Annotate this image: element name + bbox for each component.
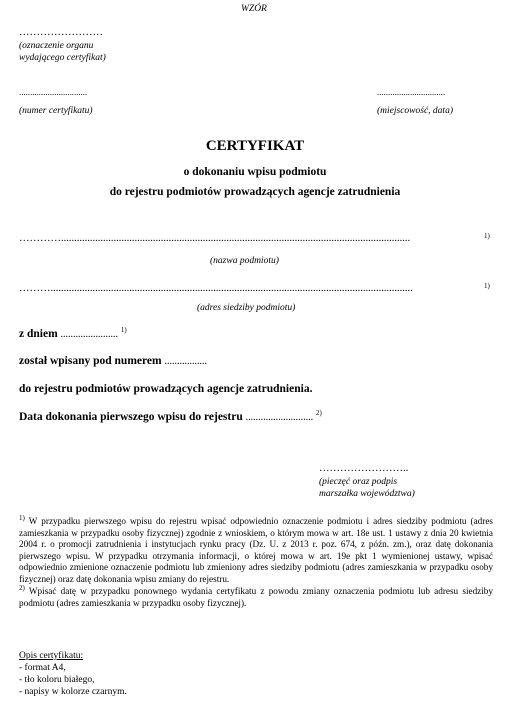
footnote-1-marker: 1) (19, 513, 25, 522)
place-date-label: (miejscowość, data) (377, 106, 453, 116)
address-label: (adres siedziby podmiotu) (197, 303, 296, 313)
date-footnote-ref: 1) (120, 326, 127, 335)
title-subline-1: o dokonaniu wpisu podmiotu (183, 166, 327, 178)
name-fill-line: …………..................................................................................................................................... (19, 233, 411, 244)
signature-dots: …………………….. (319, 463, 409, 474)
address-fill-line: ……….......................................................................................................................................... (19, 283, 413, 294)
cert-number-label: (numer certyfikatu) (19, 106, 93, 116)
template-marker: WZÓR (241, 4, 267, 14)
date-line (19, 328, 127, 340)
footnote-2 (19, 583, 493, 609)
description-heading: Opis certyfikatu: (19, 651, 84, 661)
first-entry-dots: ........................... (245, 412, 314, 423)
signature-label-line1: (pieczęć oraz podpis (319, 477, 398, 487)
organ-label-line2: wydającego certyfikat) (19, 53, 106, 63)
footnote-2-marker: 2) (19, 583, 25, 592)
date-dots: ....................... (60, 329, 119, 340)
document-title: CERTYFIKAT (205, 138, 305, 154)
first-entry-prefix: Data dokonania pierwszego wpisu do rejestru (19, 411, 243, 423)
title-subline-2: do rejestru podmiotów prowadzących agencje zatrudnienia (109, 186, 401, 198)
place-date-dots: ............................... (377, 87, 446, 97)
description-item: - napisy w kolorze czarnym. (19, 687, 127, 697)
description-item: - format A4, (19, 663, 66, 673)
organ-dots: …………………… (19, 27, 103, 38)
name-footnote-ref: 1) (484, 232, 490, 240)
registered-dots: ................. (164, 356, 207, 367)
description-item: - tło koloru białego, (19, 675, 95, 685)
first-entry-line (19, 411, 322, 423)
footnote-2-text: Wpisać datę w przypadku ponownego wydania certyfikatu z powodu zmiany oznaczenia podmiotu lub adresu siedziby podmiotu (adres zamieszkania w przypadku osoby fizycznej). (19, 586, 493, 608)
name-label: (nazwa podmiotu) (210, 256, 279, 266)
cert-number-dots: ............................... (19, 87, 88, 97)
signature-label-line2: marszałka województwa) (319, 489, 415, 499)
first-entry-footnote-ref: 2) (315, 409, 322, 418)
registered-prefix: został wpisany pod numerem (19, 355, 162, 367)
registered-line (19, 355, 207, 367)
footnote-1 (19, 513, 493, 586)
date-prefix: z dniem (19, 328, 58, 340)
address-footnote-ref: 1) (484, 282, 490, 290)
footnote-1-text: W przypadku pierwszego wpisu do rejestru wpisać odpowiednio oznaczenie podmiotu i adres siedziby podmiotu (adres zamieszkania w przypadku osoby fizycznej) zgodnie z wnioskiem, o którym mowa w art. 18e ust. 1 ustawy z dnia 20 kwietnia 2004 r. o promocji zatrudnienia i instytucjach rynku pracy (Dz. U. z 2013 r. poz. 674, z późn. zm.), oraz datę dokonania pierwszego wpisu. W przypadku otrzymania informacji, o której mowa w art. 19e pkt 1 wymienionej ustawy, wpisać odpowiednio zmienione oznaczenie podmiotu lub zmieniony adres siedziby podmiotu (adres zamieszkania w przypadku osoby fizycznej) oraz datę dokonania wpisu zmiany do rejestru. (19, 516, 493, 584)
register-name: do rejestru podmiotów prowadzących agencje zatrudnienia. (19, 383, 313, 395)
organ-label-line1: (oznaczenie organu (19, 41, 94, 51)
